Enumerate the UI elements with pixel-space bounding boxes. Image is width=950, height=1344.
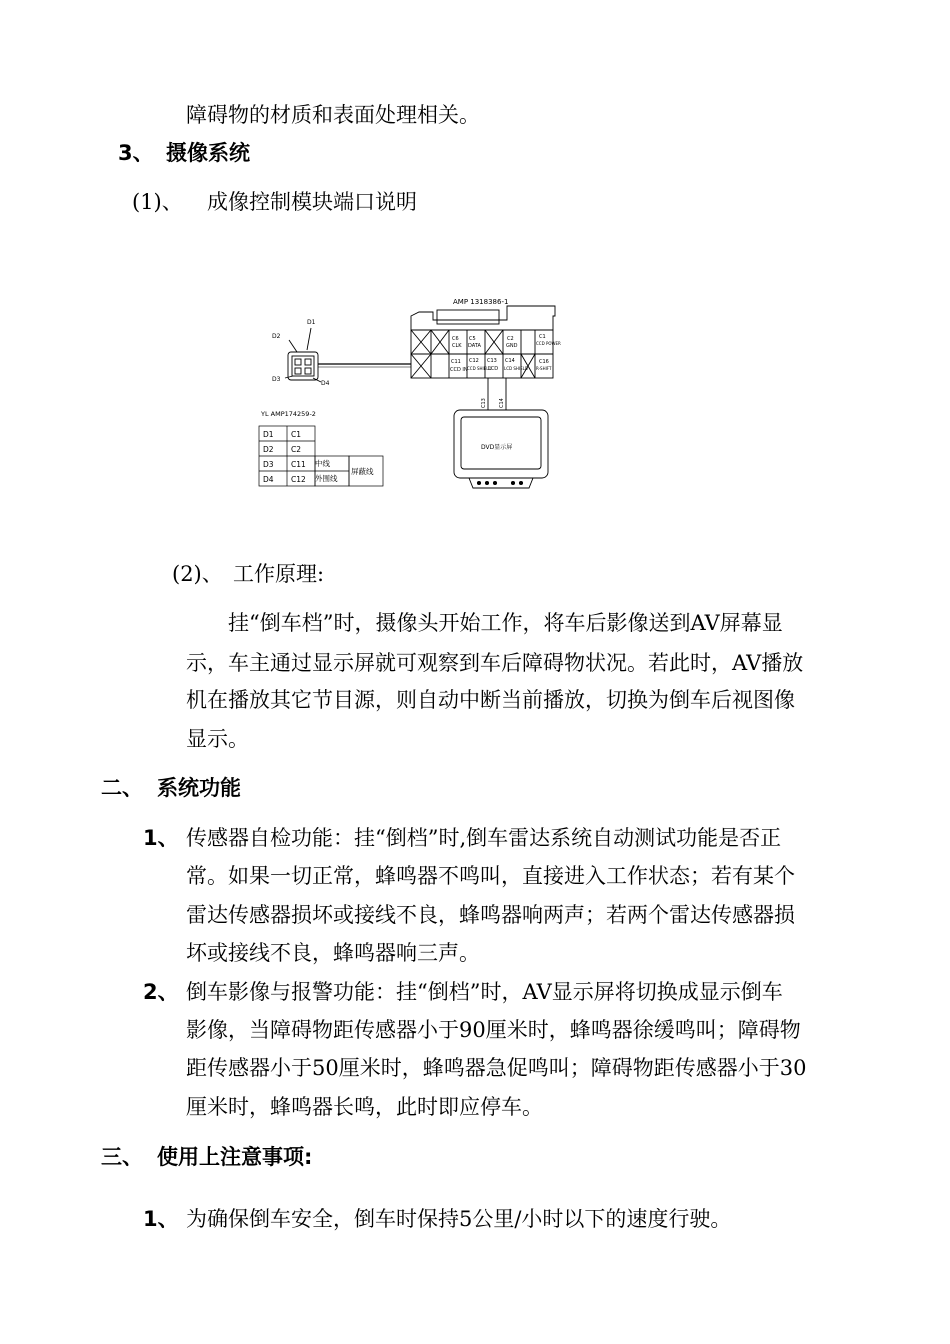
wire-label-c13: C13 bbox=[481, 398, 487, 408]
table-cell: 外围线 bbox=[315, 474, 338, 483]
pin-c5: C5 bbox=[469, 336, 476, 342]
principle-line-1: 挂“倒车档”时，摄像头开始工作，将车后影像送到AV屏幕显 bbox=[228, 611, 783, 635]
function-2-line-2: 影像，当障碍物距传感器小于90厘米时，蜂鸣器徐缓鸣叫；障碍物 bbox=[186, 1018, 801, 1042]
function-2-number: 2、 bbox=[143, 980, 179, 1004]
pin-labels-row-1 bbox=[452, 334, 561, 349]
table-cell: D1 bbox=[263, 430, 274, 439]
shield-wire-label: 屏蔽线 bbox=[351, 467, 374, 476]
subsection-2-title: 工作原理: bbox=[233, 562, 325, 586]
note-1-text: 为确保倒车安全，倒车时保持5公里/小时以下的速度行驶。 bbox=[186, 1207, 732, 1231]
wire-label-c14: C14 bbox=[499, 398, 505, 408]
pin-c14: C14 bbox=[505, 358, 515, 364]
section-2-number: 二、 bbox=[101, 776, 143, 800]
function-1-number: 1、 bbox=[143, 826, 179, 850]
function-2-line-4: 厘米时，蜂鸣器长鸣，此时即应停车。 bbox=[186, 1095, 543, 1119]
camera-cable bbox=[318, 364, 411, 367]
pin-c2: C2 bbox=[507, 336, 514, 342]
table-cell: D3 bbox=[263, 460, 274, 469]
subsection-1-number: (1)、 bbox=[132, 190, 183, 214]
yl-connector-label: YL AMP174259-2 bbox=[261, 410, 316, 418]
function-2-line-1: 倒车影像与报警功能：挂“倒档”时，AV显示屏将切换成显示倒车 bbox=[186, 980, 783, 1004]
table-cell: D2 bbox=[263, 445, 274, 454]
subsection-1-title: 成像控制模块端口说明 bbox=[207, 190, 417, 214]
table-cell: C11 bbox=[291, 460, 306, 469]
section-2-title: 系统功能 bbox=[157, 776, 241, 800]
function-1-line-2: 常。如果一切正常，蜂鸣器不鸣叫，直接进入工作状态；若有某个 bbox=[186, 864, 795, 888]
pin-c16: C16 bbox=[539, 359, 549, 365]
subsection-2-number: (2)、 bbox=[172, 562, 223, 586]
table-cell: C2 bbox=[291, 445, 302, 454]
pin-label-d4: D4 bbox=[321, 380, 330, 387]
section-3-number: 3、 bbox=[118, 141, 154, 165]
principle-line-4: 显示。 bbox=[186, 727, 249, 751]
dvd-screen-label: DVD显示屏 bbox=[481, 444, 513, 451]
pin-c1-signal: CCD POWER bbox=[536, 341, 561, 346]
pin-mapping-text bbox=[263, 430, 374, 484]
camera-pin-labels bbox=[272, 319, 330, 387]
pin-label-d3: D3 bbox=[272, 376, 281, 383]
principle-line-3: 机在播放其它节目源，则自动中断当前播放，切换为倒车后视图像 bbox=[186, 688, 795, 712]
pin-c13-signal: LCD bbox=[488, 366, 499, 372]
table-cell: 中线 bbox=[315, 459, 330, 468]
pin-c13: C13 bbox=[487, 358, 497, 364]
section-notes-number: 三、 bbox=[101, 1145, 143, 1169]
pin-c16-signal: R-SHIFT bbox=[536, 366, 552, 371]
function-1-line-1: 传感器自检功能：挂“倒档”时,倒车雷达系统自动测试功能是否正 bbox=[186, 826, 782, 850]
principle-line-2: 示，车主通过显示屏就可观察到车后障碍物状况。若此时，AV播放 bbox=[186, 651, 804, 675]
function-1-line-3: 雷达传感器损坏或接线不良，蜂鸣器响两声；若两个雷达传感器损 bbox=[186, 903, 795, 927]
pin-c2-signal: GND bbox=[506, 343, 518, 349]
table-cell: C1 bbox=[291, 430, 302, 439]
note-1-number: 1、 bbox=[143, 1207, 179, 1231]
pin-c12: C12 bbox=[469, 358, 479, 364]
pin-c12-signal: CCD SHIELD bbox=[467, 366, 492, 371]
intro-line: 障碍物的材质和表面处理相关。 bbox=[186, 103, 480, 127]
pin-c1: C1 bbox=[539, 334, 546, 340]
camera-wiring-diagram bbox=[255, 292, 615, 496]
section-3-title: 摄像系统 bbox=[166, 141, 250, 165]
camera-plug bbox=[285, 328, 321, 382]
pin-c6-signal: CLK bbox=[452, 343, 462, 349]
pin-label-d2: D2 bbox=[272, 333, 281, 340]
function-1-line-4: 坏或接线不良，蜂鸣器响三声。 bbox=[186, 941, 480, 965]
pin-labels-row-2 bbox=[450, 358, 552, 373]
pin-c11: C11 bbox=[451, 359, 461, 365]
pin-c14-signal: LCD SHIELD bbox=[504, 366, 528, 371]
pin-c6: C6 bbox=[452, 336, 459, 342]
pin-c5-signal: DATA bbox=[468, 343, 481, 349]
function-2-line-3: 距传感器小于50厘米时，蜂鸣器急促鸣叫；障碍物距传感器小于30 bbox=[186, 1056, 807, 1080]
section-notes-title: 使用上注意事项: bbox=[157, 1145, 313, 1169]
amp-connector-label: AMP 1318386-1 bbox=[453, 298, 509, 306]
table-cell: C12 bbox=[291, 475, 306, 484]
table-cell: D4 bbox=[263, 475, 274, 484]
pin-c11-signal: CCD IN bbox=[450, 367, 468, 373]
pin-label-d1: D1 bbox=[307, 319, 316, 326]
